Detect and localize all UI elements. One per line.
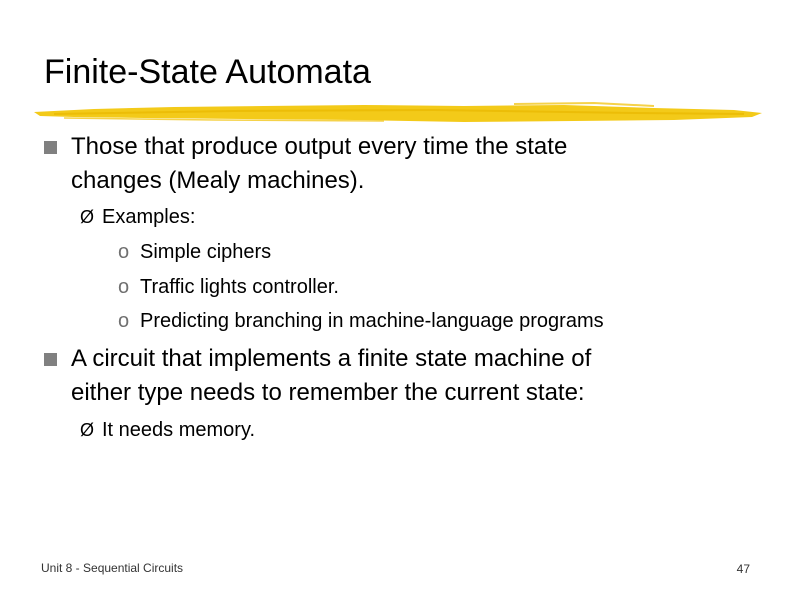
sub-bullet-examples [80,204,195,230]
example-item [118,239,271,265]
slide-title: Finite-State Automata [44,53,371,91]
bullet-text-line-2: changes (Mealy machines). [71,167,365,194]
bullet-text-line-2: either type needs to remember the current state: [71,379,585,406]
bullet-circuit-memory [44,342,744,410]
bullet-text-line-1: A circuit that implements a finite state machine of [71,345,592,372]
square-bullet-icon [44,141,57,154]
example-item-text: Simple ciphers [140,241,272,263]
sub-bullet-memory [80,417,255,443]
sub-bullet-text: It needs memory. [102,419,256,441]
circle-bullet-icon: o [118,241,130,263]
example-item-text: Traffic lights controller. [140,276,339,298]
footer-page-number: 47 [736,562,750,576]
footer-unit-title: Unit 8 - Sequential Circuits [41,561,184,575]
example-item [118,308,604,334]
example-item-text: Predicting branching in machine-language programs [140,310,604,332]
bullet-text-line-1: Those that produce output every time the state [71,133,568,160]
circle-bullet-icon: o [118,276,130,298]
bullet-mealy [44,130,744,198]
arrow-bullet-icon: Ø [80,420,95,440]
title-brush-underline [34,100,764,130]
circle-bullet-icon: o [118,310,130,332]
arrow-bullet-icon: Ø [80,207,95,227]
sub-bullet-text: Examples: [102,206,196,228]
example-item [118,274,339,300]
square-bullet-icon [44,353,57,366]
